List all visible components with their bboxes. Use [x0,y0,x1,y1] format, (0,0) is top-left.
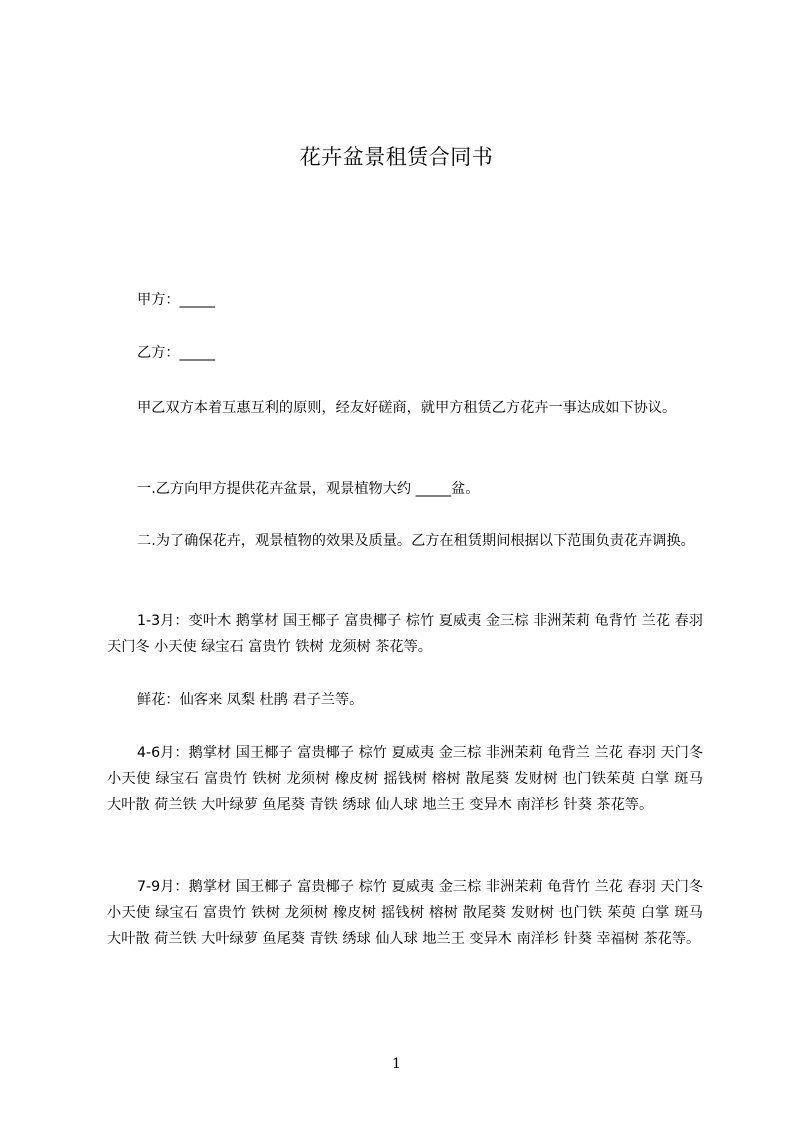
document-title: 花卉盆景租赁合同书 [299,145,494,169]
plants-jul-sep-paragraph: 7-9月：鹅掌材 国王椰子 富贵椰子 棕竹 夏威夷 金三棕 非洲茉莉 龟背竹 兰花 春羽 天门冬 小天使 绿宝石 富贵竹 铁树 龙须树 橡皮树 摇钱树 榕树 散尾葵 发财树 也门铁 茱萸 白掌 斑马 大叶散 荷兰铁 大叶绿萝 鱼尾葵 青铁 绣球 仙人球 地兰王 变异木 南洋杉 针葵 幸福树 茶花等。 [107,879,703,947]
party-b-line: 乙方：_____ [137,345,216,361]
fresh-flowers-paragraph: 鲜花：仙客来 凤梨 杜鹃 君子兰等。 [137,692,364,708]
clause-two-paragraph: 二.为了确保花卉，观景植物的效果及质量。乙方在租赁期间根据以下范围负责花卉调换。 [137,533,695,549]
clause-one-paragraph: 一.乙方向甲方提供花卉盆景，观景植物大约 _____盆。 [137,481,480,497]
agreement-intro-paragraph: 甲乙双方本着互惠互利的原则，经友好磋商，就甲方租赁乙方花卉一事达成如下协议。 [137,400,677,416]
page-number: 1 [392,1056,401,1072]
plants-apr-jun-paragraph: 4-6月：鹅掌材 国王椰子 富贵椰子 棕竹 夏威夷 金三棕 非洲茉莉 龟背兰 兰花 春羽 天门冬 小天使 绿宝石 富贵竹 铁树 龙须树 橡皮树 摇钱树 榕树 散尾葵 发财树 也门铁茱萸 白掌 斑马 大叶散 荷兰铁 大叶绿萝 鱼尾葵 青铁 绣球 仙人球 地兰王 变异木 南洋杉 针葵 茶花等。 [107,745,703,813]
party-a-line: 甲方：_____ [137,292,216,308]
plants-jan-mar-paragraph: 1-3月：变叶木 鹅掌材 国王椰子 富贵椰子 棕竹 夏威夷 金三棕 非洲茉莉 龟背竹 兰花 春羽 天门冬 小天使 绿宝石 富贵竹 铁树 龙须树 茶花等。 [107,613,703,655]
